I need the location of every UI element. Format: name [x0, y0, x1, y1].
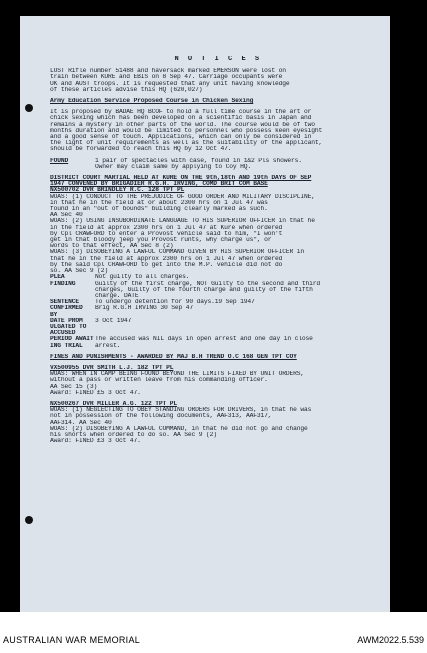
- text-line: months duration and would be limited to personnel who possess keen eyesight: [50, 127, 323, 134]
- accused-line: NX500702 DVR BRINDLEY R.C. 128 TPT PL: [50, 187, 185, 194]
- text-line: without a pass or written leave from his commanding officer.: [50, 377, 268, 384]
- text-line: that he in the field at approx 2300 hrs on 1 Jul 47 when ordered: [50, 255, 283, 262]
- row-text: The accused was NIL days in open arrest and one day in close: [95, 336, 313, 343]
- text-line: found in an "out of bounds" building clearly marked as such.: [50, 206, 268, 213]
- text-line: Award: FINED £3 3 Oct 47.: [50, 438, 141, 445]
- text-line: by the said Cpl CRAWFORD to get into the M.P. vehicle did not do: [50, 261, 283, 268]
- text-line: Award: FINED £5 3 Oct 47.: [50, 389, 141, 396]
- text-line: should be forwarded to reach this HQ by 12 Oct 47.: [50, 146, 232, 153]
- text-line: in the field at approx 2300 hrs on 1 Jul 47 at Kure when ordered: [50, 224, 283, 231]
- text-line: get in that bloody jeep you Provost runts, why charge us", or: [50, 237, 272, 244]
- text-line: WOAS: (2) USING INSUBORDINATE LANGUAGE TO HIS SUPERIOR OFFICER in that he: [50, 218, 315, 225]
- text-line: NX500267 DVR MILLER A.G. 122 TPT PL: [50, 400, 178, 407]
- row-text: charges, Guilty of the fourth charge and guilty of the fifth: [95, 286, 313, 293]
- text-line: 1947 CONVENED BY BRIGADIER R.G.H. IRVING, COMD BRIT COM BASE: [50, 181, 268, 188]
- text-line: remains a mystery in other parts of the world. The course would be of two: [50, 121, 315, 128]
- row-label: PERIOD AWAIT: [50, 336, 94, 343]
- caption-bar: [0, 612, 427, 653]
- text-line: DISTRICT COURT MARTIAL HELD AT KURE ON THE 9th,18th AND 19th DAYS OF SEP: [50, 175, 312, 182]
- found-label: FOUND: [50, 157, 69, 164]
- row-label: SENTENCE: [50, 299, 80, 306]
- row-label: ACCUSED: [50, 330, 76, 337]
- punch-hole: [25, 516, 33, 524]
- row-label: CONFIRMED: [50, 305, 83, 312]
- text-line: WOAS: (1) NEGLECTING TO OBEY STANDING ORDERS FOR DRIVERS, in that he was: [50, 407, 312, 414]
- text-line: by Cpl CRAWFORD to enter a Provost vehicle said to him, "I won't: [50, 230, 283, 237]
- text-line: AA Sec 40: [50, 212, 83, 219]
- text-line: WOAS: (2) DISOBEYING A LAWFUL COMMAND, in that he did not go and change: [50, 425, 308, 432]
- text-line: LOST Rifle number 51488 and haversack marked EMERSON were lost on: [50, 68, 286, 75]
- accession-number: AWM2022.5.539: [357, 635, 424, 645]
- row-label: BY: [50, 311, 58, 318]
- row-text: Guilty of the first charge, NOT Guilty to the second and third: [95, 280, 320, 287]
- lost-notice: [50, 68, 386, 93]
- text-line: 1 pair of spectacles with case, found in 1&2 Pls showers.: [95, 157, 302, 164]
- text-line: AAF314. AA Sec 40: [50, 419, 112, 426]
- text-line: It is proposed by BADAE HQ BCOF to hold a full time course in the art or: [50, 109, 312, 116]
- text-line: WOAS: WHEN IN CAMP BEING FOUND BEYOND THE LIMITS FIXED BY UNIT ORDERS,: [50, 371, 305, 378]
- text-line: VX500955 DVR SMITH L.J. 182 TPT PL: [50, 364, 174, 371]
- row-label: PLEA: [50, 274, 65, 281]
- court-martial-heading: [50, 175, 386, 187]
- text-line: AA Sec 15 (3): [50, 383, 98, 390]
- row-text: To undergo detention for 90 days.19 Sep 1947: [95, 299, 255, 306]
- row-text: arrest.: [95, 342, 121, 349]
- fine-entry-smith: [50, 365, 386, 396]
- fine-entry-miller: [50, 401, 386, 444]
- text-line: words to that effect, AA Sec 8 (2): [50, 243, 174, 250]
- text-line: in that he in the field at or about 2300 hrs on 1 Jul 47 was: [50, 199, 268, 206]
- institution-name: AUSTRALIAN WAR MEMORIAL: [3, 635, 141, 645]
- row-label: DATE PROM: [50, 317, 83, 324]
- page-title: N O T I C E S: [174, 56, 262, 63]
- fines-heading: FINES AND PUNISHMENTS - AWARDED BY MAJ B.H TREND O.C 168 GEN TPT COY: [50, 353, 297, 360]
- text-line: train between KURE and EBIS on 8 Sep 47. Carriage occupants were: [50, 74, 283, 81]
- education-heading: Army Education Service Proposed Course in Chicken Sexing: [50, 98, 254, 105]
- text-line: and a good sense of touch. Applications, which can only be considered in: [50, 134, 312, 141]
- row-label: ULGATED TO: [50, 323, 87, 330]
- text-line: not in possession of the following documents, AAF313, AAF317,: [50, 413, 272, 420]
- row-text: Not guilty to all charges.: [95, 274, 190, 281]
- row-label: ING TRIAL: [50, 342, 83, 349]
- text-line: his shorts when ordered to do so. AA Sec 9 (2): [50, 431, 217, 438]
- text-line: Owner may claim same by applying to Coy HQ.: [95, 163, 252, 170]
- findings-table: [50, 274, 386, 348]
- row-label: FINDING: [50, 280, 76, 287]
- punch-hole: [25, 104, 33, 112]
- text-line: WOAS: (3) DISOBEYING A LAWFUL COMMAND GIVEN BY HIS SUPERIOR OFFICER in: [50, 249, 305, 256]
- row-text: Brig R.G.H IRVING 30 Sep 47: [95, 305, 193, 312]
- row-text: charge. DATE: [95, 292, 139, 299]
- text-line: WOAS: (1) CONDUCT TO THE PREJUDICE OF GOOD ORDER AND MILITARY DISCIPLINE,: [50, 193, 315, 200]
- notices-text: [50, 56, 386, 444]
- binder-holes: [25, 16, 35, 612]
- text-line: chick sexing which has been developed on a scientific basis in Japan and: [50, 115, 312, 122]
- charges-list: [50, 194, 386, 275]
- education-notice: [50, 109, 386, 152]
- found-notice: [50, 158, 386, 170]
- text-line: of these articles advise this HQ (620,027): [50, 86, 203, 93]
- text-line: UK and AUST troops. It is requested that any unit having knowledge: [50, 80, 290, 87]
- text-line: so. AA Sec 9 (2): [50, 268, 109, 275]
- text-line: the light of unit requirements as well as the suitability of the applicant,: [50, 140, 323, 147]
- document-page: [20, 16, 390, 612]
- row-text: 3 Oct 1947: [95, 317, 132, 324]
